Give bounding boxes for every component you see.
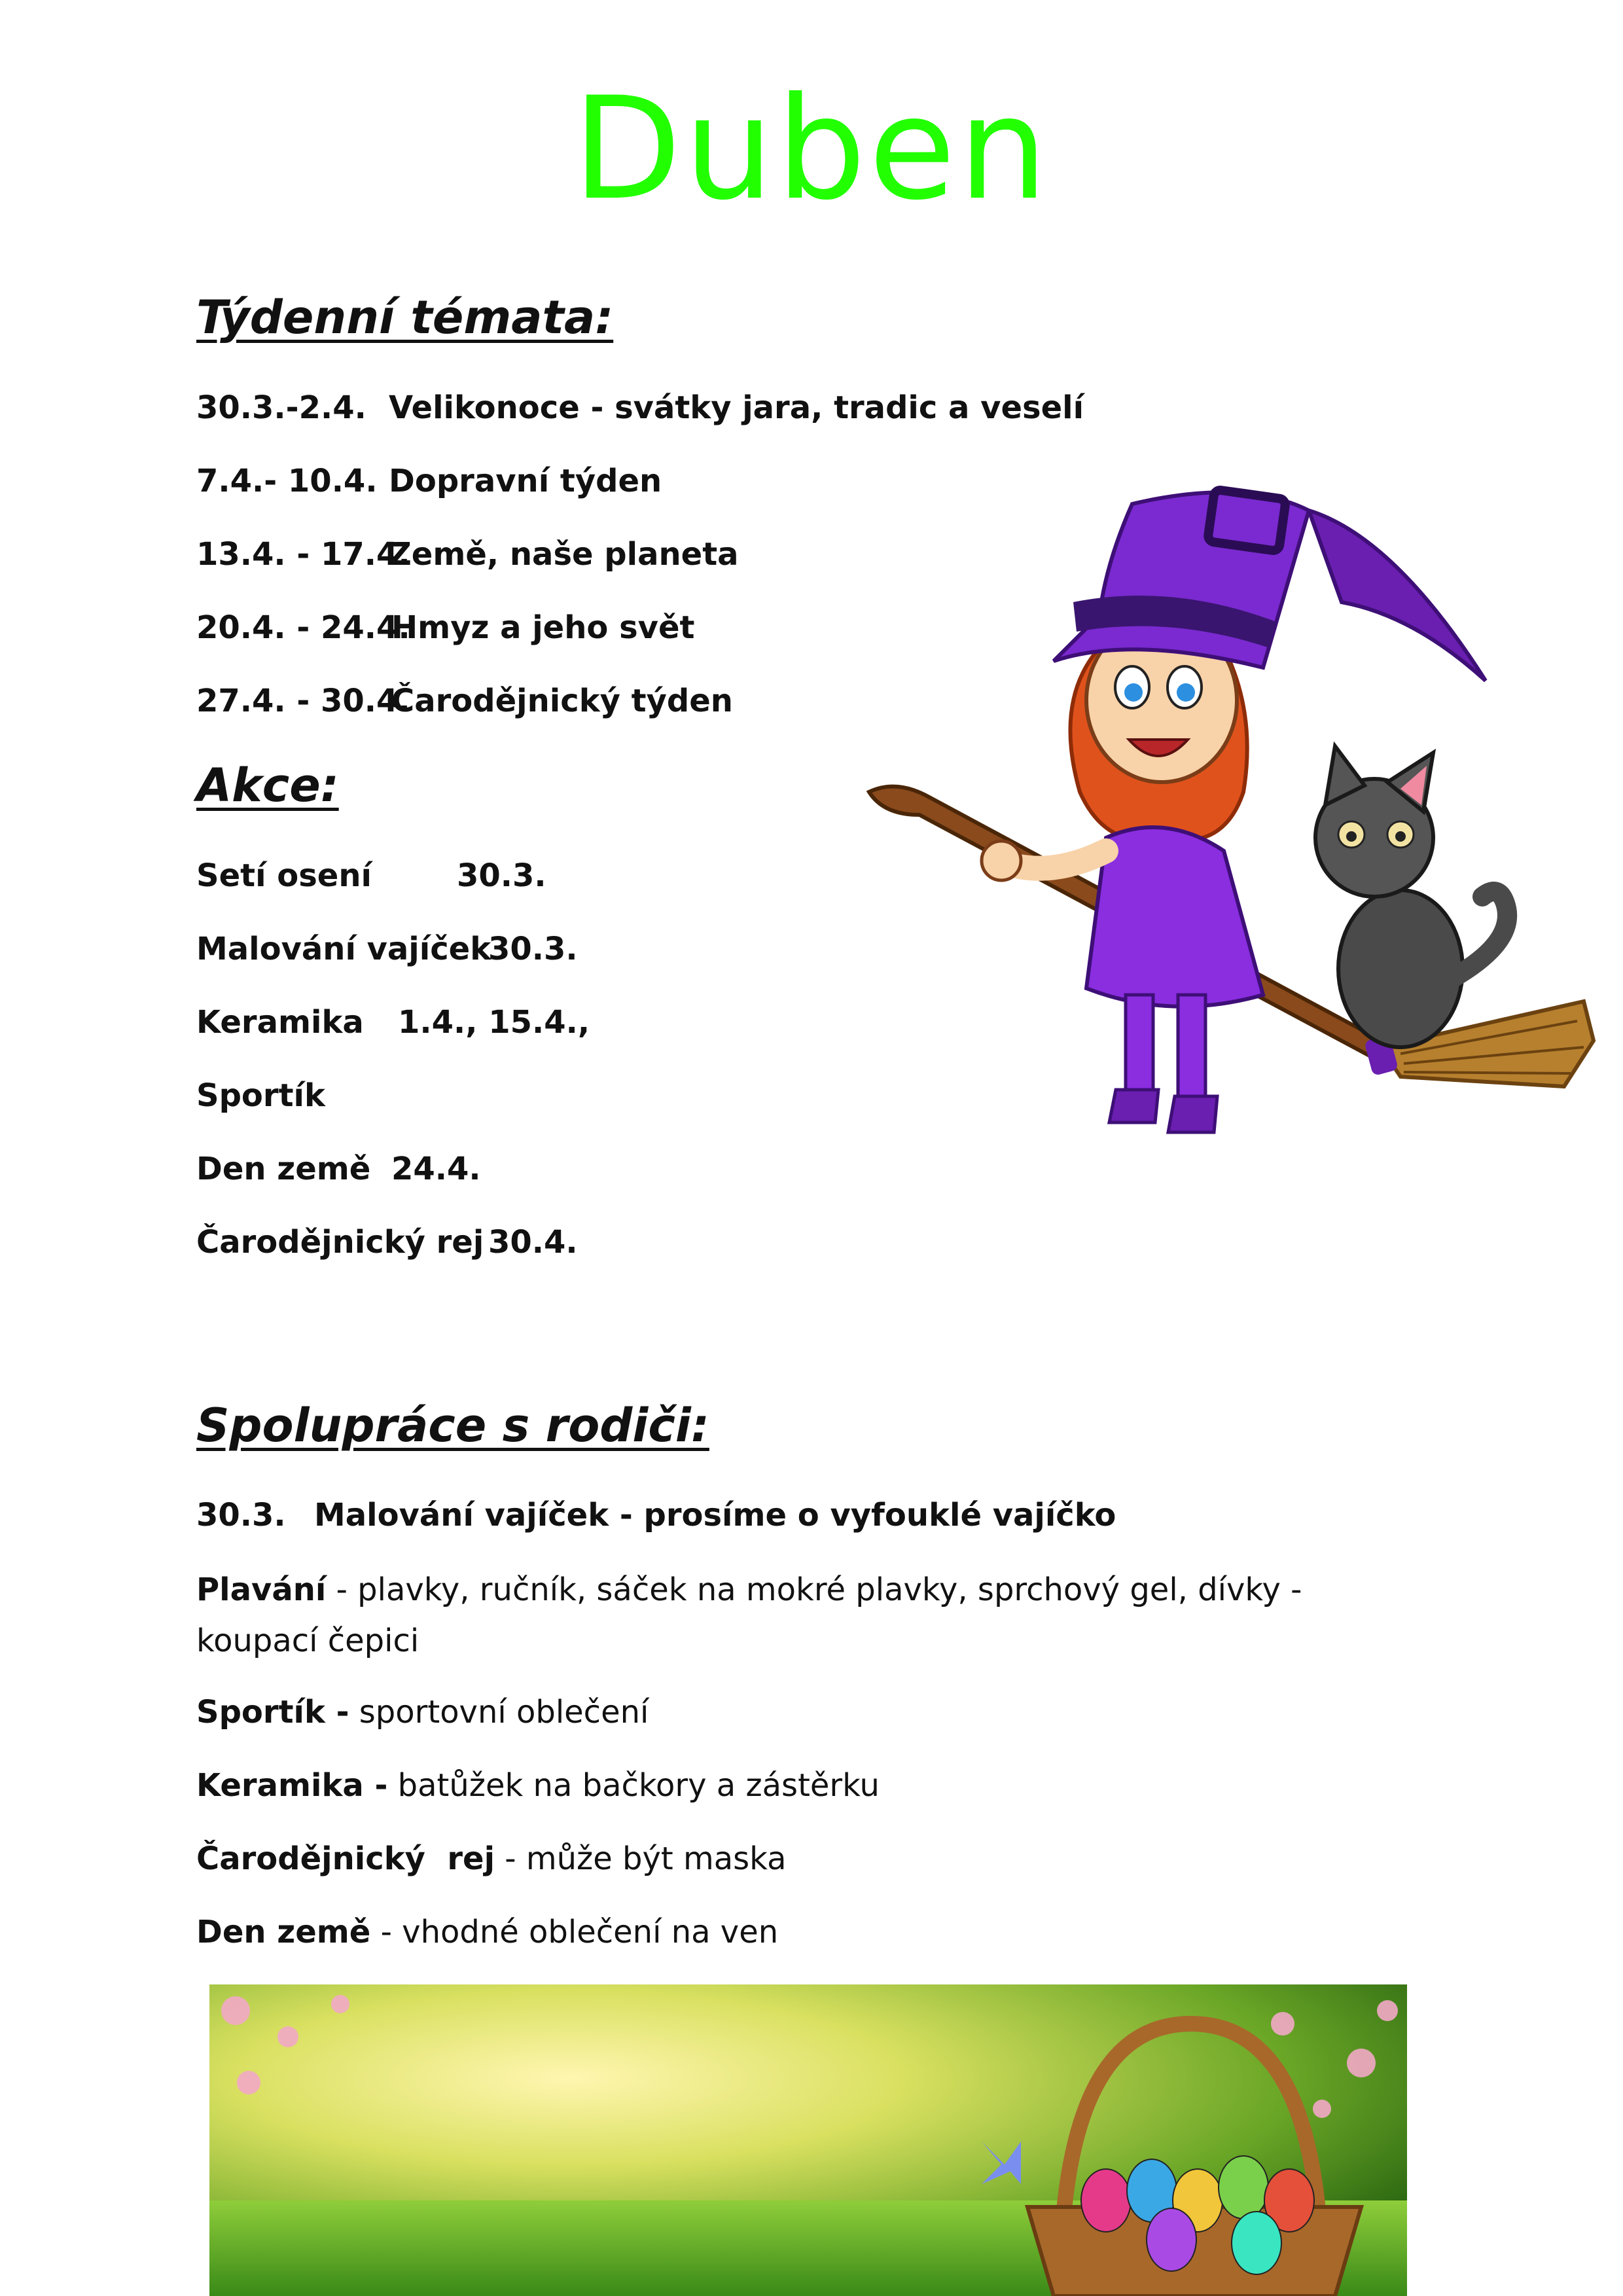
event-name: Malování vajíček: [196, 931, 491, 967]
parents-item: [196, 1834, 787, 1884]
event-row: [196, 851, 546, 901]
weekly-theme-row: [196, 456, 662, 507]
parents-item-text: batůžek na bačkory a zástěrku: [387, 1767, 880, 1804]
event-row: [196, 1217, 578, 1268]
weekly-theme-date: 13.4. - 17.4.: [196, 536, 410, 573]
parents-item: [196, 1907, 778, 1958]
parents-item-text: - plavky, ručník, sáček na mokré plavky, sprchový gel, dívky - koupací čepici: [196, 1571, 1302, 1659]
parents-first-date: 30.3.: [196, 1497, 286, 1534]
parents-item-label: Čarodějnický rej: [196, 1840, 495, 1877]
event-row: [196, 1071, 325, 1121]
weekly-theme-row: [196, 603, 695, 653]
weekly-theme-topic: Země, naše planeta: [389, 536, 739, 573]
weekly-themes-heading: Týdenní témata:: [196, 291, 614, 344]
parents-item: [196, 1761, 880, 1811]
weekly-theme-row: [196, 383, 1084, 433]
event-row: [196, 1144, 481, 1194]
weekly-theme-date: 20.4. - 24.4.: [196, 609, 410, 646]
event-date: 24.4.: [391, 1151, 481, 1187]
weekly-theme-topic: Velikonoce - svátky jara, tradic a veselí: [389, 389, 1084, 426]
parents-first-row: [196, 1490, 1116, 1541]
parents-item-label: Plavání: [196, 1571, 327, 1608]
event-name: Sportík: [196, 1077, 325, 1114]
event-date: 30.3.: [488, 931, 578, 967]
weekly-theme-topic: Hmyz a jeho svět: [391, 609, 695, 646]
parents-item-text: - může být maska: [495, 1840, 787, 1877]
easter-photo: [209, 1984, 1407, 2296]
event-row: [196, 997, 590, 1048]
weekly-theme-row: [196, 529, 739, 580]
parents-item: [196, 1687, 649, 1738]
witch-illustration: [857, 484, 1597, 1145]
event-name: Keramika: [196, 1004, 364, 1041]
event-name: Den země: [196, 1151, 371, 1187]
event-date: 30.3.: [457, 857, 546, 894]
events-heading: Akce:: [196, 759, 339, 812]
parents-item-text: sportovní oblečení: [349, 1694, 649, 1731]
parents-item-label: Den země: [196, 1914, 371, 1950]
event-date: 30.4.: [488, 1224, 578, 1261]
weekly-theme-topic: Čarodějnický týden: [391, 683, 733, 719]
event-name: Čarodějnický rej: [196, 1224, 484, 1261]
event-date: 1.4., 15.4.,: [398, 1004, 590, 1041]
weekly-theme-date: 27.4. - 30.4.: [196, 683, 410, 719]
event-row: [196, 924, 578, 975]
weekly-theme-topic: Dopravní týden: [389, 463, 662, 499]
parents-item: [196, 1564, 1414, 1666]
weekly-theme-date: 7.4.- 10.4.: [196, 463, 378, 499]
parents-item-label: Keramika -: [196, 1767, 388, 1804]
event-name: Setí osení: [196, 857, 372, 894]
weekly-theme-row: [196, 676, 733, 726]
weekly-theme-date: 30.3.-2.4.: [196, 389, 366, 426]
parents-item-label: Sportík -: [196, 1694, 349, 1731]
parents-first-text: Malování vajíček - prosíme o vyfouklé vajíčko: [314, 1497, 1116, 1534]
page-title: Duben: [572, 67, 1051, 231]
parents-heading: Spolupráce s rodiči:: [196, 1399, 709, 1452]
parents-item-text: - vhodné oblečení na ven: [370, 1914, 779, 1950]
